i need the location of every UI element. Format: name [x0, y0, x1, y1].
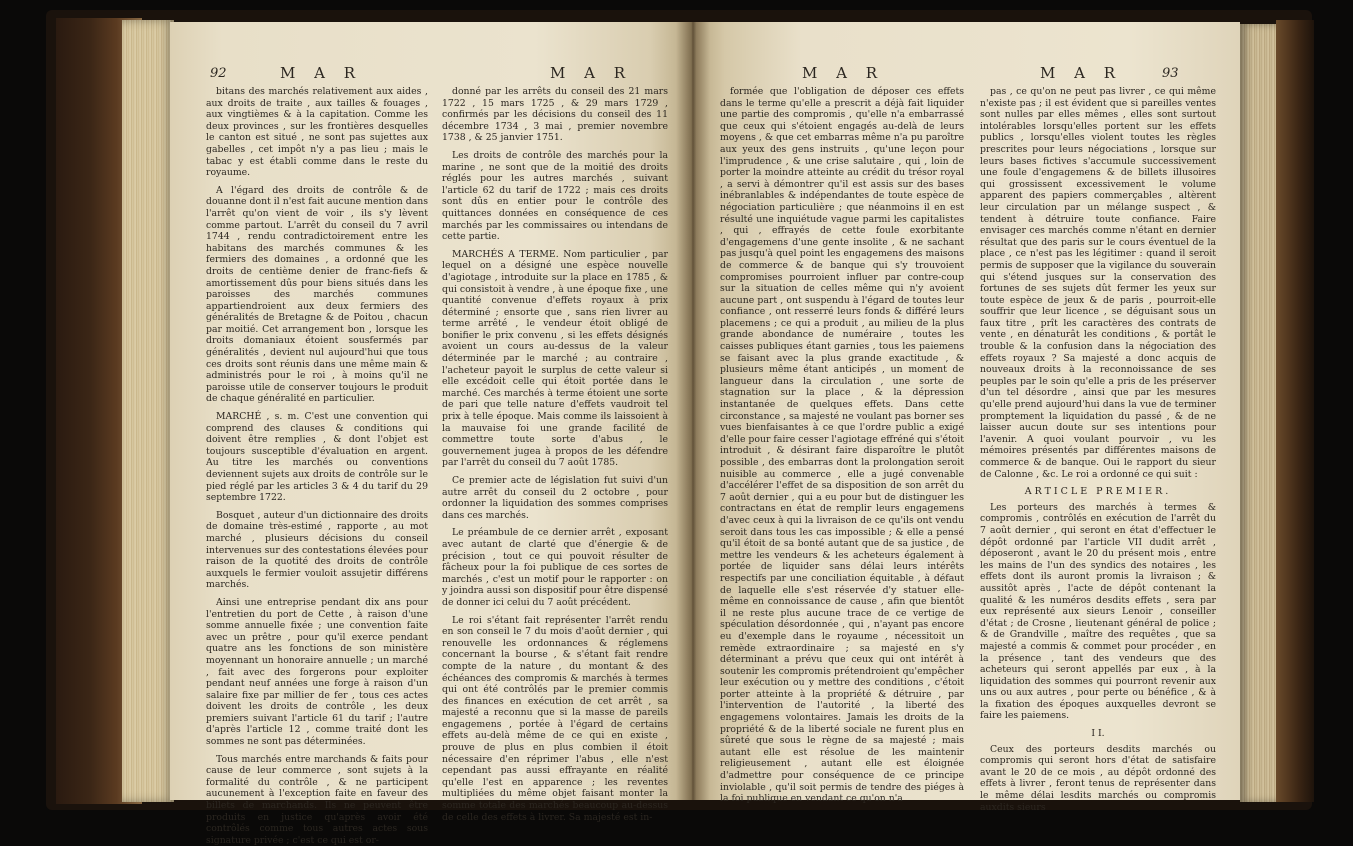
running-head-left-col1: M A R: [280, 64, 363, 82]
article-heading: ARTICLE PREMIER.: [1024, 486, 1172, 498]
paragraph: Le préambule de ce dernier arrêt , exposant avec autant de clarté que d'énergie & de précision , tout ce qui pouvoit résulter de fâcheux pour la foi publique de ces sortes de marchés , c'est un motif pour le rapporter : on y joindra aussi son dispositif pour être dispensé de donner ici celui du 7 août précédent.: [442, 527, 668, 608]
paragraph: formée que l'obligation de déposer ces effets dans le terme qu'elle a prescrit a déjà fait liquider une partie des compromis , qu'elle n'a embarrassé que ceux qui s'étoient engagés au-delà de leurs moyens , & que cet embarras même n'a pu paroître aux yeux des gens instruits , qu'une leçon pour l'imprudence , & une crise salutaire , qui , loin de porter la moindre atteinte au crédit du trésor royal , a servi à démontrer qu'il est assis sur des bases inébranlables & indépendantes de toute espèce de négociation particulière ; que néanmoins il en est résulté une inquiétude vague parmi les capitalistes , qui , effrayés de cette foule exorbitante d'engagemens d'une gente insolite , & ne sachant pas jusqu'à quel point les engagemens des maisons de commerce & de banque qui s'y trouvoient compromises pourroient influer par contre-coup sur la situation de celles même qui n'y avoient aucune part , ont suspendu à l'égard de toutes leur confiance , ont resserré leurs fonds & différé leurs placemens ; ce qui a produit , au milieu de la plus grande abondance de numéraire , toutes les caisses publiques étant garnies , tous les paiemens se faisant avec la plus grande exactitude , & plusieurs même étant anticipés , un moment de langueur dans la circulation , une sorte de stagnation sur la place , & la dépression instantanée de quelques effets. Dans cette circonstance , sa majesté ne voulant pas borner ses vues bienfaisantes à ce que l'ordre public a exigé d'elle pour faire cesser l'agiotage effréné qui s'étoit introduit , & désirant faire disparoître le plutôt possible , des embarras dont la prolongation seroit nuisible au commerce , elle a jugé convenable d'accélérer l'effet de sa disposition de son arrêt du 7 août dernier , qui a eu pour but de distinguer les contractans en état de remplir leurs engagemens d'avec ceux à qui la livraison de ce qu'ils ont vendu seroit dans tous les cas impossible ; & elle a pensé qu'il étoit de sa bonté autant que de sa justice , de mettre les vendeurs & les acheteurs également à portée de liquider sans délai leurs intérêts respectifs par une conciliation équitable , à défaut de laquelle elle s'est réservée d'y statuer elle-même en connoissance de cause , afin que bientôt il ne reste plus aucune trace de ce vertige de spéculation désordonnée , qui , n'ayant pas encore eu d'exemple dans le royaume , nécessitoit un remède extraordinaire ; sa majesté en s'y déterminant a prévu que ceux qui ont intérêt à soutenir les compromis prétendroient qu'empêcher leur exécution ou y mettre des conditions , c'étoit porter atteinte à la propriété & détruire , par l'intervention de l'autorité , la liberté des engagemens volontaires. Jamais les droits de la propriété & de la liberté sociale ne furent plus en sûreté que sous le règne de sa majesté ; mais autant elle est résolue de les maintenir religieusement , autant elle est éloignée d'admettre pour conséquence de ce principe inviolable , qu'il soit permis de tendre des piéges à la foi publique en vendant ce qu'on n'a: [720, 86, 964, 805]
paragraph: pas , ce qu'on ne peut pas livrer , ce qui même n'existe pas ; il est évident que si pareilles ventes sont nulles par elles mêmes , elles sont surtout intolérables lorsqu'elles portent sur les effets publics , lorsqu'elles violent toutes les règles prescrites pour leurs négociations , lorsque sur leurs bases fictives s'accumule successivement une foule d'engagemens & de billets illusoires qui grossissent excessivement le volume apparent des papiers commerçables , altèrent leur circulation par un mélange suspect , & tendent à détruire toute confiance. Faire envisager ces marchés comme n'étant en dernier résultat que des paris sur le cours éventuel de la place , ce n'est pas les légitimer : quand il seroit permis de supposer que la vigilance du souverain qui s'étend jusques sur la conservation des fortunes de ses sujets dût fermer les yeux sur toute espèce de jeux & de paris , pourroit-elle souffrir que leur licence , se déguisant sous un faux titre , prît les caractères des contrats de vente , en dénaturât les conditions , & portât le trouble & la confusion dans la négociation des effets royaux ? Sa majesté a donc acquis de nouveaux droits à la reconnoissance de ses peuples par le soin qu'elle a pris de les préserver d'un tel désordre , ainsi que par les mesures qu'elle prend aujourd'hui dans la vue de terminer promptement la liquidation du passé , & de ne laisser aucun doute sur ses intentions pour l'avenir. A quoi voulant pourvoir , vu les mémoires présentés par différentes maisons de commerce & de banque. Oui le rapport du sieur de Calonne , &c. Le roi a ordonné ce qui suit :: [980, 86, 1216, 480]
right-page: [692, 22, 1240, 813]
page-number-right: 93: [1162, 66, 1179, 81]
left-page-column-2: [442, 86, 668, 823]
article-number: I I.: [1091, 728, 1105, 740]
page-number-left: 92: [210, 66, 227, 81]
paragraph: Ce premier acte de législation fut suivi d'un autre arrêt du conseil du 2 octobre , pour ordonner la liquidation des sommes comprises dans ces marchés.: [442, 475, 668, 521]
right-page-edges: [1240, 24, 1280, 802]
paragraph: Les porteurs des marchés à termes & compromis , contrôlés en exécution de l'arrêt du 7 août dernier , qui seront en état d'effectuer le dépôt ordonné par l'article VII dudit arrêt , déposeront , avant le 20 du présent mois , entre les mains de l'un des syndics des notaires , les effets dont ils auront promis la livraison ; & aussitôt après , l'acte de dépôt contenant la qualité & les numéros desdits effets , sera par eux représenté aux sieurs Lenoir , conseiller d'état ; de Crosne , lieutenant général de police ; & de Grandville , maître des requêtes , que sa majesté a commis & commet pour procéder , en la présence , tant des vendeurs que des acheteurs qui seront appellés par eux , à la liquidation des sommes qui pourront revenir aux uns ou aux autres , pour perte ou bénéfice , & à la fixation des époques auxquelles devront se faire les paiemens.: [980, 501, 1216, 722]
right-cover: [1276, 20, 1314, 802]
paragraph: Tous marchés entre marchands & faits pour cause de leur commerce , sont sujets à la formalité du contrôle , & ne participent aucunement à l'exception faite en faveur des billets de marchands. Ils ne peuvent être produits en justice qu'après avoir été contrôlés comme tous autres actes sous signature privée ; c'est ce qui est or-: [206, 753, 428, 846]
paragraph: MARCHÉS A TERME. Nom particulier , par lequel on a désigné une espèce nouvelle d'agiotage , introduite sur la place en 1785 , & qui consistoit à vendre , à une époque fixe , une quantité convenue d'effets royaux à prix déterminé ; ensorte que , sans rien livrer au terme arrêté , le vendeur étoit obligé de bonifier le prix convenu , si les effets désignés avoient un cours au-dessus de la valeur déterminée par le marché ; au contraire , l'acheteur payoit le surplus de cette valeur si elle excédoit celle qui étoit portée dans le marché. Ces marchés à terme étoient une sorte de pari que telle nature d'effets vaudroit tel prix à telle époque. Mais comme ils laissoient à la mauvaise foi une grande facilité de commettre toute sorte d'abus , le gouvernement jugea à propos de les défendre par l'arrêt du conseil du 7 août 1785.: [442, 248, 668, 469]
left-page: [170, 22, 692, 846]
left-page-column-1: [206, 86, 428, 846]
running-head-right-col2: M A R: [1040, 64, 1123, 82]
paragraph: Bosquet , auteur d'un dictionnaire des droits de domaine très-estimé , rapporte , au mot marché , plusieurs décisions du conseil intervenues sur des contestations élevées pour raison de la quotité des droits de contrôle auxquels le fermier vouloit assujetir différens marchés.: [206, 509, 428, 591]
paragraph: A l'égard des droits de contrôle & de douanne dont il n'est fait aucune mention dans l'arrêt qu'on vient de voir , ils s'y lèvent comme partout. L'arrêt du conseil du 7 avril 1744 , rendu contradictoirement entre les habitans des marchés communes & les fermiers des domaines , a ordonné que les droits de centième denier de franc-fiefs & amortissement dûs pour biens situés dans les paroisses des marchés communes appartiendroient aux deux fermiers des généralités de Bretagne & de Poitou , chacun par moitié. Cet arrangement bon , lorsque les droits domaniaux étoient sousfermés par généralités , devient nul aujourd'hui que tous ces droits sont réunis dans une même main & administrés pour le roi , à moins qu'il ne paroisse utile de conserver toujours le produit de chaque généralité en particulier.: [206, 184, 428, 405]
paragraph: donné par les arrêts du conseil des 21 mars 1722 , 15 mars 1725 , & 29 mars 1729 , confirmés par les décisions du conseil des 11 décembre 1734 , 3 mai , premier novembre 1738 , & 25 janvier 1751.: [442, 86, 668, 144]
right-page-column-2: [980, 86, 1216, 813]
paragraph: Le roi s'étant fait représenter l'arrêt rendu en son conseil le 7 du mois d'août dernier , qui renouvelle les ordonnances & réglemens concernant la bourse , & s'étant fait rendre compte de la nature , du montant & des échéances des compromis & marchés à termes qui ont été contrôlés par le premier commis des finances en exécution de cet arrêt , sa majesté a reconnu que si la masse de pareils engagemens , portée à l'égard de certains effets au-delà même de ce qui en existe , prouve de plus en plus combien il étoit nécessaire d'en réprimer l'abus , elle n'est cependant pas aussi effrayante en réalité qu'elle l'est en apparence ; les reventes multipliées du même objet faisant monter la somme totale des marchés beaucoup au-dessus de celle des effets à livrer. Sa majesté est in-: [442, 614, 668, 823]
running-head-left-col2: M A R: [550, 64, 633, 82]
running-head-right-col1: M A R: [802, 64, 885, 82]
book-gutter-shadow: [676, 22, 710, 800]
paragraph: Ceux des porteurs desdits marchés ou compromis qui seront hors d'état de satisfaire avant le 20 de ce mois , au dépôt ordonné des effets à livrer , feront tenus de représenter dans le même délai lesdits marchés ou compromis auxdits sieurs: [980, 743, 1216, 813]
right-page-column-1: [720, 86, 964, 805]
paragraph: Ainsi une entreprise pendant dix ans pour l'entretien du port de Cette , à raison d'une somme annuelle fixée ; une convention faite avec un prêtre , pour qu'il exerce pendant quatre ans les fonctions de son ministère moyennant un honoraire annuelle ; un marché , fait avec des forgerons pour exploiter pendant neuf années une forge à raison d'un salaire fixe par millier de fer , tous ces actes doivent les droits de contrôle , les deux premiers suivant l'article 61 du tarif ; l'autre d'après l'article 12 , comme traité dont les sommes ne sont pas déterminées.: [206, 596, 428, 748]
paragraph: Les droits de contrôle des marchés pour la marine , ne sont que de la moitié des droits réglés pour les autres marchés , suivant l'article 62 du tarif de 1722 ; mais ces droits sont dûs en entier pour le contrôle des quittances données en conséquence de ces marchés par les commissaires ou intendans de cette partie.: [442, 149, 668, 243]
paragraph: bitans des marchés relativement aux aides , aux droits de traite , aux tailles & fouages , aux vingtièmes & à la capitation. Comme les deux provinces , sur les frontières desquelles le canton est situé , ne sont pas sujettes aux gabelles , cet impôt n'y a pas lieu ; mais le tabac y est établi comme dans le reste du royaume.: [206, 86, 428, 179]
paragraph: MARCHÉ , s. m. C'est une convention qui comprend des clauses & conditions qui doivent être remplies , & dont l'objet est toujours susceptible d'évaluation en argent. Au titre les marchés ou conventions deviennent sujets aux droits de contrôle sur le pied réglé par les articles 3 & 4 du tarif du 29 septembre 1722.: [206, 411, 428, 504]
left-page-edges: [122, 20, 174, 802]
